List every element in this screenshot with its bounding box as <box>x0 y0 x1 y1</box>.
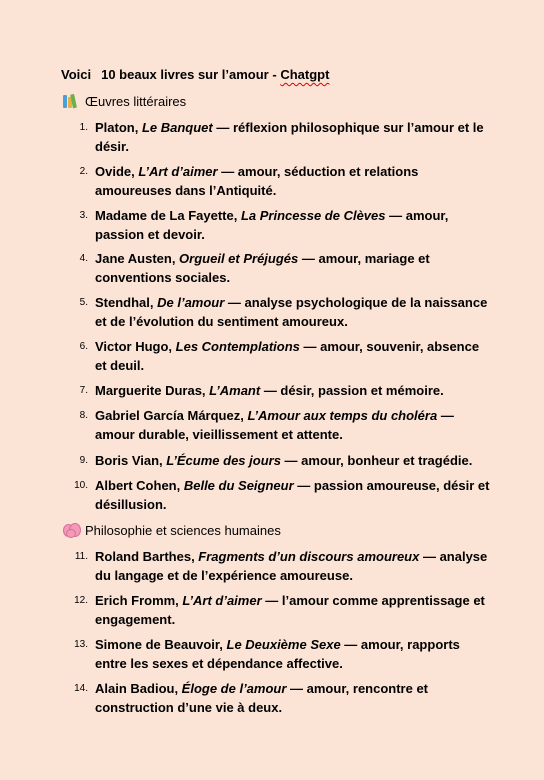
item-description: — amour, mariage et conventions sociales. <box>95 251 430 285</box>
item-title: Fragments d’un discours amoureux <box>198 549 420 564</box>
item-author: Stendhal, <box>95 295 158 310</box>
item-number: 5. <box>79 297 88 308</box>
item-description: — réflexion philosophique sur l’amour et le désir. <box>95 120 484 154</box>
item-description: — amour, souvenir, absence et deuil. <box>95 339 480 373</box>
section-heading-philosophie <box>62 522 281 538</box>
title-main: 10 beaux livres sur l’amour - <box>101 67 281 82</box>
books-icon <box>62 93 80 109</box>
document-title <box>61 67 329 82</box>
title-prefix: Voici <box>61 67 92 82</box>
item-number: 12. <box>74 595 88 606</box>
item-number: 2. <box>79 166 88 177</box>
item-author: Ovide, <box>95 164 139 179</box>
item-number: 13. <box>74 639 88 650</box>
item-description: — analyse du langage et de l’expérience amoureuse. <box>95 549 488 583</box>
item-author: Boris Vian, <box>95 453 167 468</box>
item-title: Belle du Seigneur <box>183 478 294 493</box>
item-number: 11. <box>74 551 88 562</box>
item-description: — passion amoureuse, désir et désillusion. <box>95 478 490 512</box>
item-number: 10. <box>74 480 88 491</box>
item-title: L’Art d’aimer <box>182 593 262 608</box>
item-description: — amour durable, vieillissement et attente. <box>95 408 454 442</box>
item-author: Gabriel García Márquez, <box>95 408 248 423</box>
item-number: 9. <box>79 455 88 466</box>
item-title: L’Art d’aimer <box>138 164 218 179</box>
item-author: Albert Cohen, <box>95 478 184 493</box>
item-author: Erich Fromm, <box>95 593 183 608</box>
item-description: — analyse psychologique de la naissance et de l’évolution du sentiment amoureux. <box>95 295 488 329</box>
item-title: Le Deuxième Sexe <box>226 637 341 652</box>
item-description: — l’amour comme apprentissage et engagement. <box>95 593 485 627</box>
item-number: 4. <box>79 253 88 264</box>
title-suffix-misspelled: Chatgpt <box>280 67 330 82</box>
section-label: Philosophie et sciences humaines <box>85 522 281 538</box>
item-author: Victor Hugo, <box>95 339 176 354</box>
item-title: De l’amour <box>157 295 225 310</box>
item-description: — amour, séduction et relations amoureuses dans l’Antiquité. <box>95 164 419 198</box>
item-title: La Princesse de Clèves <box>240 208 386 223</box>
item-description: — amour, rapports entre les sexes et dépendance affective. <box>95 637 460 671</box>
brain-icon <box>62 522 80 538</box>
item-author: Madame de La Fayette, <box>95 208 241 223</box>
item-author: Alain Badiou, <box>95 681 182 696</box>
item-description: — amour, bonheur et tragédie. <box>280 453 473 468</box>
item-title: L’Écume des jours <box>166 453 281 468</box>
item-author: Simone de Beauvoir, <box>95 637 227 652</box>
item-title: L’Amour aux temps du choléra <box>247 408 438 423</box>
item-author: Platon, <box>95 120 142 135</box>
section-label: Œuvres littéraires <box>85 93 187 109</box>
item-number: 6. <box>79 341 88 352</box>
item-title: Orgueil et Préjugés <box>179 251 299 266</box>
item-number: 7. <box>79 385 88 396</box>
item-author: Roland Barthes, <box>95 549 199 564</box>
item-number: 3. <box>79 210 88 221</box>
item-title: Éloge de l’amour <box>181 681 287 696</box>
item-description: — amour, passion et devoir. <box>95 208 449 242</box>
item-description: — désir, passion et mémoire. <box>260 383 444 398</box>
item-number: 1. <box>79 122 88 133</box>
item-title: Les Contemplations <box>175 339 300 354</box>
item-title: L’Amant <box>209 383 261 398</box>
item-author: Jane Austen, <box>95 251 180 266</box>
section-heading-oeuvres <box>62 93 186 109</box>
item-number: 8. <box>79 410 88 421</box>
item-title: Le Banquet <box>141 120 213 135</box>
item-description: — amour, rencontre et construction d’une vie à deux. <box>95 681 429 715</box>
item-author: Marguerite Duras, <box>95 383 210 398</box>
item-number: 14. <box>74 683 88 694</box>
